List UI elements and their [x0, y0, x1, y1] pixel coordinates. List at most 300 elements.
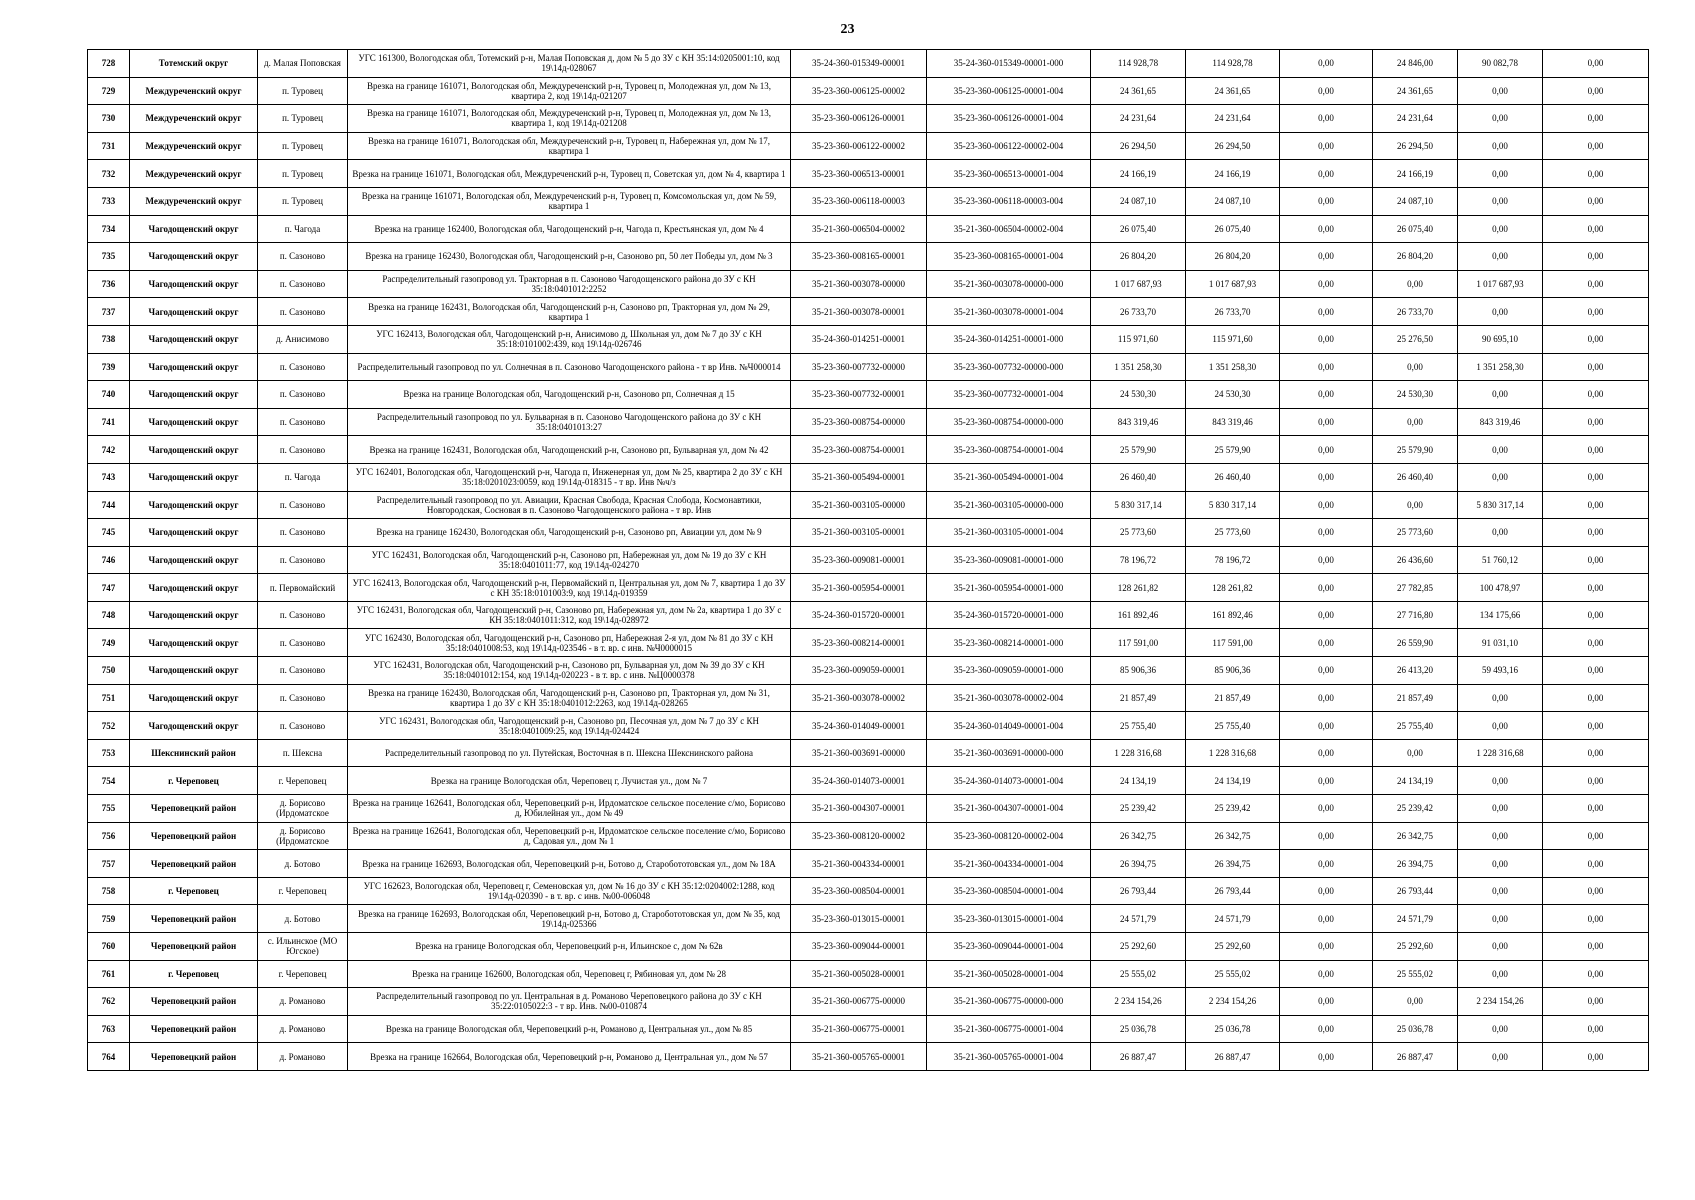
table-row [88, 767, 1649, 795]
table-row [88, 1015, 1649, 1043]
amount-cell-1: 26 413,20 [1373, 657, 1458, 685]
amount-cell-3: 0,00 [1543, 657, 1649, 685]
amount-cell-2: 0,00 [1458, 767, 1543, 795]
total-cost-cell: 25 555,02 [1091, 960, 1186, 988]
amount-cell-3: 0,00 [1543, 574, 1649, 602]
inventory-code-cell: 35-21-360-003105-00001-004 [927, 519, 1091, 547]
table-row [88, 325, 1649, 353]
book-value-cell: 26 342,75 [1186, 822, 1280, 850]
amount-cell-1: 26 075,40 [1373, 215, 1458, 243]
description-cell: Врезка на границе 162693, Вологодская обл, Череповецкий р-н, Ботово д, Старобототовская ул., дом № 18А [348, 850, 791, 878]
district-cell: Череповецкий район [130, 1043, 258, 1071]
table-row [88, 988, 1649, 1016]
book-value-cell: 26 294,50 [1186, 132, 1280, 160]
amount-cell-3: 0,00 [1543, 960, 1649, 988]
row-number: 744 [88, 491, 130, 519]
amount-cell-2: 0,00 [1458, 187, 1543, 215]
amount-cell-2: 0,00 [1458, 132, 1543, 160]
locality-cell: п. Сазоново [258, 243, 348, 271]
district-cell: г. Череповец [130, 960, 258, 988]
depreciation-cell: 0,00 [1280, 298, 1373, 326]
locality-cell: д. Анисимово [258, 325, 348, 353]
table-row [88, 850, 1649, 878]
locality-cell: п. Чагода [258, 463, 348, 491]
book-value-cell: 24 166,19 [1186, 160, 1280, 188]
object-code-cell: 35-21-360-004334-00001 [791, 850, 927, 878]
amount-cell-2: 0,00 [1458, 1043, 1543, 1071]
depreciation-cell: 0,00 [1280, 546, 1373, 574]
amount-cell-1: 25 276,50 [1373, 325, 1458, 353]
row-number: 729 [88, 77, 130, 105]
row-number: 731 [88, 132, 130, 160]
book-value-cell: 24 571,79 [1186, 905, 1280, 933]
amount-cell-2: 134 175,66 [1458, 601, 1543, 629]
amount-cell-2: 0,00 [1458, 298, 1543, 326]
amount-cell-3: 0,00 [1543, 105, 1649, 133]
amount-cell-3: 0,00 [1543, 50, 1649, 78]
amount-cell-2: 0,00 [1458, 960, 1543, 988]
row-number: 741 [88, 408, 130, 436]
district-cell: Чагодощенский округ [130, 215, 258, 243]
total-cost-cell: 85 906,36 [1091, 657, 1186, 685]
table-row [88, 77, 1649, 105]
district-cell: Чагодощенский округ [130, 325, 258, 353]
locality-cell: п. Сазоново [258, 408, 348, 436]
amount-cell-2: 0,00 [1458, 243, 1543, 271]
total-cost-cell: 24 166,19 [1091, 160, 1186, 188]
row-number: 757 [88, 850, 130, 878]
book-value-cell: 117 591,00 [1186, 629, 1280, 657]
amount-cell-2: 0,00 [1458, 877, 1543, 905]
locality-cell: д. Борисово (Ирдоматское [258, 795, 348, 823]
row-number: 737 [88, 298, 130, 326]
locality-cell: п. Сазоново [258, 519, 348, 547]
amount-cell-2: 2 234 154,26 [1458, 988, 1543, 1016]
description-cell: УГС 162431, Вологодская обл, Чагодощенский р-н, Сазоново рп, Набережная ул, дом № 2а, квартира 1 до ЗУ с КН 35:18:0401011:312, код 19\14д-028972 [348, 601, 791, 629]
district-cell: Междуреченский округ [130, 105, 258, 133]
amount-cell-1: 0,00 [1373, 270, 1458, 298]
description-cell: Врезка на границе Вологодская обл, Череповец г, Лучистая ул., дом № 7 [348, 767, 791, 795]
total-cost-cell: 25 773,60 [1091, 519, 1186, 547]
object-code-cell: 35-23-360-009059-00001 [791, 657, 927, 685]
description-cell: УГС 162623, Вологодская обл, Череповец г, Семеновская ул, дом № 16 до ЗУ с КН 35:12:0204002:1288, код 19\14д-020390 - в т. вр. с инв. №00-006048 [348, 877, 791, 905]
total-cost-cell: 24 571,79 [1091, 905, 1186, 933]
row-number: 750 [88, 657, 130, 685]
object-code-cell: 35-23-360-009081-00001 [791, 546, 927, 574]
description-cell: Врезка на границе 162431, Вологодская обл, Чагодощенский р-н, Сазоново рп, Тракторная ул, дом № 29, квартира 1 [348, 298, 791, 326]
locality-cell: п. Туровец [258, 132, 348, 160]
total-cost-cell: 114 928,78 [1091, 50, 1186, 78]
table-row [88, 298, 1649, 326]
table-row [88, 574, 1649, 602]
object-code-cell: 35-21-360-003078-00001 [791, 298, 927, 326]
object-code-cell: 35-21-360-003105-00001 [791, 519, 927, 547]
object-code-cell: 35-23-360-008754-00001 [791, 436, 927, 464]
table-row [88, 353, 1649, 381]
inventory-code-cell: 35-21-360-004307-00001-004 [927, 795, 1091, 823]
inventory-code-cell: 35-21-360-006504-00002-004 [927, 215, 1091, 243]
locality-cell: п. Сазоново [258, 712, 348, 740]
description-cell: УГС 162413, Вологодская обл, Чагодощенский р-н, Анисимово д, Школьная ул, дом № 7 до ЗУ с КН 35:18:0101002:439, код 19\14д-026746 [348, 325, 791, 353]
amount-cell-3: 0,00 [1543, 243, 1649, 271]
amount-cell-1: 0,00 [1373, 353, 1458, 381]
object-code-cell: 35-23-360-008214-00001 [791, 629, 927, 657]
locality-cell: д. Романово [258, 1043, 348, 1071]
amount-cell-2: 0,00 [1458, 684, 1543, 712]
inventory-code-cell: 35-23-360-008754-00001-004 [927, 436, 1091, 464]
amount-cell-1: 21 857,49 [1373, 684, 1458, 712]
table-row [88, 105, 1649, 133]
object-code-cell: 35-24-360-014073-00001 [791, 767, 927, 795]
amount-cell-2: 90 082,78 [1458, 50, 1543, 78]
locality-cell: п. Туровец [258, 77, 348, 105]
table-row [88, 960, 1649, 988]
total-cost-cell: 115 971,60 [1091, 325, 1186, 353]
object-code-cell: 35-23-360-013015-00001 [791, 905, 927, 933]
description-cell: УГС 162401, Вологодская обл, Чагодощенский р-н, Чагода п, Инженерная ул, дом № 25, квартира 2 до ЗУ с КН 35:18:0201023:0059, код 19\14д-018315 - т вр. Инв №ч/з [348, 463, 791, 491]
district-cell: Чагодощенский округ [130, 436, 258, 464]
amount-cell-1: 26 733,70 [1373, 298, 1458, 326]
book-value-cell: 26 793,44 [1186, 877, 1280, 905]
amount-cell-1: 25 292,60 [1373, 933, 1458, 961]
depreciation-cell: 0,00 [1280, 877, 1373, 905]
amount-cell-1: 0,00 [1373, 988, 1458, 1016]
book-value-cell: 24 087,10 [1186, 187, 1280, 215]
table-row [88, 822, 1649, 850]
total-cost-cell: 26 887,47 [1091, 1043, 1186, 1071]
row-number: 738 [88, 325, 130, 353]
total-cost-cell: 25 239,42 [1091, 795, 1186, 823]
amount-cell-3: 0,00 [1543, 187, 1649, 215]
depreciation-cell: 0,00 [1280, 491, 1373, 519]
inventory-code-cell: 35-23-360-013015-00001-004 [927, 905, 1091, 933]
description-cell: Распределительный газопровод по ул. Путейская, Восточная в п. Шексна Шекснинского района [348, 739, 791, 767]
row-number: 756 [88, 822, 130, 850]
page-number: 23 [840, 22, 855, 37]
inventory-code-cell: 35-21-360-005028-00001-004 [927, 960, 1091, 988]
table-row [88, 381, 1649, 409]
district-cell: Междуреченский округ [130, 132, 258, 160]
description-cell: Врезка на границе 162693, Вологодская обл, Череповецкий р-н, Ботово д, Старобототовская ул, дом № 35, код 19\14д-025366 [348, 905, 791, 933]
locality-cell: с. Ильинское (МО Югское) [258, 933, 348, 961]
book-value-cell: 26 887,47 [1186, 1043, 1280, 1071]
description-cell: Врезка на границе 162430, Вологодская обл, Чагодощенский р-н, Сазоново рп, Авиации ул, дом № 9 [348, 519, 791, 547]
depreciation-cell: 0,00 [1280, 988, 1373, 1016]
amount-cell-1: 0,00 [1373, 408, 1458, 436]
locality-cell: д. Романово [258, 1015, 348, 1043]
inventory-code-cell: 35-24-360-015720-00001-000 [927, 601, 1091, 629]
depreciation-cell: 0,00 [1280, 601, 1373, 629]
book-value-cell: 26 460,40 [1186, 463, 1280, 491]
book-value-cell: 25 036,78 [1186, 1015, 1280, 1043]
amount-cell-1: 26 436,60 [1373, 546, 1458, 574]
locality-cell: г. Череповец [258, 767, 348, 795]
amount-cell-2: 843 319,46 [1458, 408, 1543, 436]
description-cell: Врезка на границе 162430, Вологодская обл, Чагодощенский р-н, Сазоново рп, 50 лет Победы ул, дом № 3 [348, 243, 791, 271]
amount-cell-3: 0,00 [1543, 601, 1649, 629]
book-value-cell: 26 733,70 [1186, 298, 1280, 326]
book-value-cell: 25 755,40 [1186, 712, 1280, 740]
inventory-code-cell: 35-23-360-008754-00000-000 [927, 408, 1091, 436]
amount-cell-1: 25 036,78 [1373, 1015, 1458, 1043]
district-cell: Череповецкий район [130, 905, 258, 933]
description-cell: Врезка на границе 161071, Вологодская обл, Междуреченский р-н, Туровец п, Молодежная ул, дом № 13, квартира 1, код 19\14д-021208 [348, 105, 791, 133]
locality-cell: д. Ботово [258, 850, 348, 878]
locality-cell: п. Сазоново [258, 629, 348, 657]
amount-cell-2: 0,00 [1458, 712, 1543, 740]
amount-cell-3: 0,00 [1543, 408, 1649, 436]
inventory-code-cell: 35-23-360-006513-00001-004 [927, 160, 1091, 188]
amount-cell-2: 100 478,97 [1458, 574, 1543, 602]
depreciation-cell: 0,00 [1280, 160, 1373, 188]
district-cell: Чагодощенский округ [130, 408, 258, 436]
total-cost-cell: 25 292,60 [1091, 933, 1186, 961]
amount-cell-2: 0,00 [1458, 850, 1543, 878]
object-code-cell: 35-24-360-015349-00001 [791, 50, 927, 78]
district-cell: Чагодощенский округ [130, 712, 258, 740]
total-cost-cell: 24 087,10 [1091, 187, 1186, 215]
total-cost-cell: 26 394,75 [1091, 850, 1186, 878]
amount-cell-3: 0,00 [1543, 822, 1649, 850]
depreciation-cell: 0,00 [1280, 767, 1373, 795]
description-cell: УГС 162430, Вологодская обл, Чагодощенский р-н, Сазоново рп, Набережная 2-я ул, дом № 81 до ЗУ с КН 35:18:0401008:53, код 19\14д-023546 - в т. вр. с инв. №Ч0000015 [348, 629, 791, 657]
inventory-code-cell: 35-24-360-014251-00001-000 [927, 325, 1091, 353]
amount-cell-2: 91 031,10 [1458, 629, 1543, 657]
table-row [88, 160, 1649, 188]
description-cell: Распределительный газопровод по ул. Центральная в д. Романово Череповецкого района до ЗУ с КН 35:22:0105022:3 - т вр. Инв. №00-010874 [348, 988, 791, 1016]
total-cost-cell: 26 460,40 [1091, 463, 1186, 491]
row-number: 752 [88, 712, 130, 740]
amount-cell-3: 0,00 [1543, 160, 1649, 188]
table-row [88, 408, 1649, 436]
amount-cell-1: 26 804,20 [1373, 243, 1458, 271]
amount-cell-2: 59 493,16 [1458, 657, 1543, 685]
book-value-cell: 24 134,19 [1186, 767, 1280, 795]
amount-cell-3: 0,00 [1543, 463, 1649, 491]
object-code-cell: 35-24-360-014049-00001 [791, 712, 927, 740]
description-cell: Врезка на границе 162641, Вологодская обл, Череповецкий р-н, Ирдоматское сельское поселение с/мо, Борисово д, Юбилейная ул., дом № 49 [348, 795, 791, 823]
object-code-cell: 35-21-360-006775-00001 [791, 1015, 927, 1043]
inventory-code-cell: 35-21-360-003105-00000-000 [927, 491, 1091, 519]
description-cell: Врезка на границе 162431, Вологодская обл, Чагодощенский р-н, Сазоново рп, Бульварная ул, дом № 42 [348, 436, 791, 464]
inventory-code-cell: 35-23-360-008165-00001-004 [927, 243, 1091, 271]
amount-cell-2: 0,00 [1458, 795, 1543, 823]
inventory-code-cell: 35-23-360-006126-00001-004 [927, 105, 1091, 133]
table-body [88, 50, 1649, 1071]
table-row [88, 795, 1649, 823]
total-cost-cell: 24 134,19 [1091, 767, 1186, 795]
amount-cell-2: 0,00 [1458, 160, 1543, 188]
object-code-cell: 35-21-360-005028-00001 [791, 960, 927, 988]
object-code-cell: 35-23-360-008754-00000 [791, 408, 927, 436]
amount-cell-1: 26 793,44 [1373, 877, 1458, 905]
amount-cell-1: 24 231,64 [1373, 105, 1458, 133]
book-value-cell: 25 773,60 [1186, 519, 1280, 547]
object-code-cell: 35-21-360-003691-00000 [791, 739, 927, 767]
depreciation-cell: 0,00 [1280, 270, 1373, 298]
amount-cell-1: 26 342,75 [1373, 822, 1458, 850]
inventory-code-cell: 35-23-360-009081-00001-000 [927, 546, 1091, 574]
amount-cell-3: 0,00 [1543, 215, 1649, 243]
locality-cell: д. Романово [258, 988, 348, 1016]
locality-cell: п. Сазоново [258, 270, 348, 298]
amount-cell-1: 26 887,47 [1373, 1043, 1458, 1071]
amount-cell-2: 1 017 687,93 [1458, 270, 1543, 298]
locality-cell: п. Туровец [258, 160, 348, 188]
depreciation-cell: 0,00 [1280, 325, 1373, 353]
locality-cell: п. Первомайский [258, 574, 348, 602]
book-value-cell: 25 579,90 [1186, 436, 1280, 464]
table-row [88, 50, 1649, 78]
description-cell: Распределительный газопровод по ул. Солнечная в п. Сазоново Чагодощенского района - т вр Инв. №Ч000014 [348, 353, 791, 381]
locality-cell: г. Череповец [258, 877, 348, 905]
table-row [88, 905, 1649, 933]
table-row [88, 519, 1649, 547]
amount-cell-1: 26 559,90 [1373, 629, 1458, 657]
book-value-cell: 843 319,46 [1186, 408, 1280, 436]
table-row [88, 877, 1649, 905]
row-number: 735 [88, 243, 130, 271]
locality-cell: п. Сазоново [258, 601, 348, 629]
amount-cell-2: 0,00 [1458, 933, 1543, 961]
description-cell: Распределительный газопровод по ул. Авиации, Красная Свобода, Красная Слобода, Космонавтики, Новгородская, Сосновая в п. Сазоново Чагодощенского района - т вр. Инв [348, 491, 791, 519]
amount-cell-2: 0,00 [1458, 77, 1543, 105]
table-row [88, 215, 1649, 243]
amount-cell-2: 0,00 [1458, 215, 1543, 243]
description-cell: УГС 162431, Вологодская обл, Чагодощенский р-н, Сазоново рп, Песочная ул, дом № 7 до ЗУ с КН 35:18:0401009:25, код 19\14д-024424 [348, 712, 791, 740]
book-value-cell: 128 261,82 [1186, 574, 1280, 602]
total-cost-cell: 117 591,00 [1091, 629, 1186, 657]
amount-cell-3: 0,00 [1543, 739, 1649, 767]
district-cell: Чагодощенский округ [130, 381, 258, 409]
amount-cell-1: 24 571,79 [1373, 905, 1458, 933]
table-row [88, 270, 1649, 298]
row-number: 755 [88, 795, 130, 823]
table-row [88, 933, 1649, 961]
total-cost-cell: 26 733,70 [1091, 298, 1186, 326]
amount-cell-3: 0,00 [1543, 77, 1649, 105]
depreciation-cell: 0,00 [1280, 381, 1373, 409]
depreciation-cell: 0,00 [1280, 353, 1373, 381]
row-number: 734 [88, 215, 130, 243]
table-row [88, 629, 1649, 657]
amount-cell-3: 0,00 [1543, 325, 1649, 353]
table-row [88, 1043, 1649, 1071]
description-cell: Врезка на границе Вологодская обл, Череповецкий р-н, Ильинское с, дом № 62в [348, 933, 791, 961]
row-number: 745 [88, 519, 130, 547]
district-cell: Череповецкий район [130, 850, 258, 878]
object-code-cell: 35-24-360-014251-00001 [791, 325, 927, 353]
book-value-cell: 21 857,49 [1186, 684, 1280, 712]
table-row [88, 684, 1649, 712]
description-cell: УГС 162431, Вологодская обл, Чагодощенский р-н, Сазоново рп, Бульварная ул, дом № 39 до ЗУ с КН 35:18:0401012:154, код 19\14д-020223 - в т. вр. с инв. №Ц0000378 [348, 657, 791, 685]
locality-cell: п. Сазоново [258, 381, 348, 409]
total-cost-cell: 26 342,75 [1091, 822, 1186, 850]
amount-cell-1: 25 579,90 [1373, 436, 1458, 464]
locality-cell: п. Шексна [258, 739, 348, 767]
district-cell: г. Череповец [130, 877, 258, 905]
locality-cell: д. Ботово [258, 905, 348, 933]
total-cost-cell: 1 228 316,68 [1091, 739, 1186, 767]
district-cell: Чагодощенский округ [130, 601, 258, 629]
district-cell: Тотемский округ [130, 50, 258, 78]
row-number: 759 [88, 905, 130, 933]
object-code-cell: 35-21-360-004307-00001 [791, 795, 927, 823]
object-code-cell: 35-21-360-003078-00000 [791, 270, 927, 298]
row-number: 736 [88, 270, 130, 298]
amount-cell-3: 0,00 [1543, 850, 1649, 878]
description-cell: Врезка на границе Вологодская обл, Чагодощенский р-н, Сазоново рп, Солнечная д 15 [348, 381, 791, 409]
depreciation-cell: 0,00 [1280, 684, 1373, 712]
depreciation-cell: 0,00 [1280, 960, 1373, 988]
row-number: 732 [88, 160, 130, 188]
amount-cell-3: 0,00 [1543, 519, 1649, 547]
amount-cell-2: 51 760,12 [1458, 546, 1543, 574]
amount-cell-3: 0,00 [1543, 491, 1649, 519]
description-cell: Врезка на границе 162641, Вологодская обл, Череповецкий р-н, Ирдоматское сельское поселение с/мо, Борисово д, Садовая ул., дом № 1 [348, 822, 791, 850]
row-number: 762 [88, 988, 130, 1016]
total-cost-cell: 26 075,40 [1091, 215, 1186, 243]
total-cost-cell: 24 361,65 [1091, 77, 1186, 105]
total-cost-cell: 21 857,49 [1091, 684, 1186, 712]
amount-cell-2: 0,00 [1458, 1015, 1543, 1043]
row-number: 740 [88, 381, 130, 409]
inventory-code-cell: 35-21-360-003078-00001-004 [927, 298, 1091, 326]
district-cell: Чагодощенский округ [130, 298, 258, 326]
depreciation-cell: 0,00 [1280, 519, 1373, 547]
inventory-code-cell: 35-21-360-003078-00000-000 [927, 270, 1091, 298]
amount-cell-3: 0,00 [1543, 629, 1649, 657]
amount-cell-3: 0,00 [1543, 270, 1649, 298]
total-cost-cell: 26 294,50 [1091, 132, 1186, 160]
inventory-code-cell: 35-23-360-008504-00001-004 [927, 877, 1091, 905]
depreciation-cell: 0,00 [1280, 408, 1373, 436]
amount-cell-1: 24 087,10 [1373, 187, 1458, 215]
table-row [88, 657, 1649, 685]
object-code-cell: 35-23-360-006125-00002 [791, 77, 927, 105]
amount-cell-3: 0,00 [1543, 712, 1649, 740]
district-cell: Междуреченский округ [130, 77, 258, 105]
amount-cell-2: 0,00 [1458, 905, 1543, 933]
locality-cell: п. Сазоново [258, 684, 348, 712]
inventory-code-cell: 35-24-360-014073-00001-004 [927, 767, 1091, 795]
locality-cell: п. Сазоново [258, 298, 348, 326]
total-cost-cell: 843 319,46 [1091, 408, 1186, 436]
inventory-code-cell: 35-23-360-006118-00003-004 [927, 187, 1091, 215]
row-number: 760 [88, 933, 130, 961]
depreciation-cell: 0,00 [1280, 215, 1373, 243]
depreciation-cell: 0,00 [1280, 1015, 1373, 1043]
amount-cell-3: 0,00 [1543, 298, 1649, 326]
depreciation-cell: 0,00 [1280, 187, 1373, 215]
row-number: 742 [88, 436, 130, 464]
district-cell: г. Череповец [130, 767, 258, 795]
depreciation-cell: 0,00 [1280, 132, 1373, 160]
depreciation-cell: 0,00 [1280, 50, 1373, 78]
total-cost-cell: 26 804,20 [1091, 243, 1186, 271]
object-code-cell: 35-23-360-007732-00001 [791, 381, 927, 409]
book-value-cell: 5 830 317,14 [1186, 491, 1280, 519]
depreciation-cell: 0,00 [1280, 629, 1373, 657]
description-cell: Врезка на границе 162664, Вологодская обл, Череповецкий р-н, Романово д, Центральная ул., дом № 57 [348, 1043, 791, 1071]
amount-cell-1: 24 361,65 [1373, 77, 1458, 105]
object-code-cell: 35-21-360-003105-00000 [791, 491, 927, 519]
book-value-cell: 24 361,65 [1186, 77, 1280, 105]
depreciation-cell: 0,00 [1280, 822, 1373, 850]
inventory-code-cell: 35-21-360-003691-00000-000 [927, 739, 1091, 767]
row-number: 730 [88, 105, 130, 133]
amount-cell-3: 0,00 [1543, 877, 1649, 905]
